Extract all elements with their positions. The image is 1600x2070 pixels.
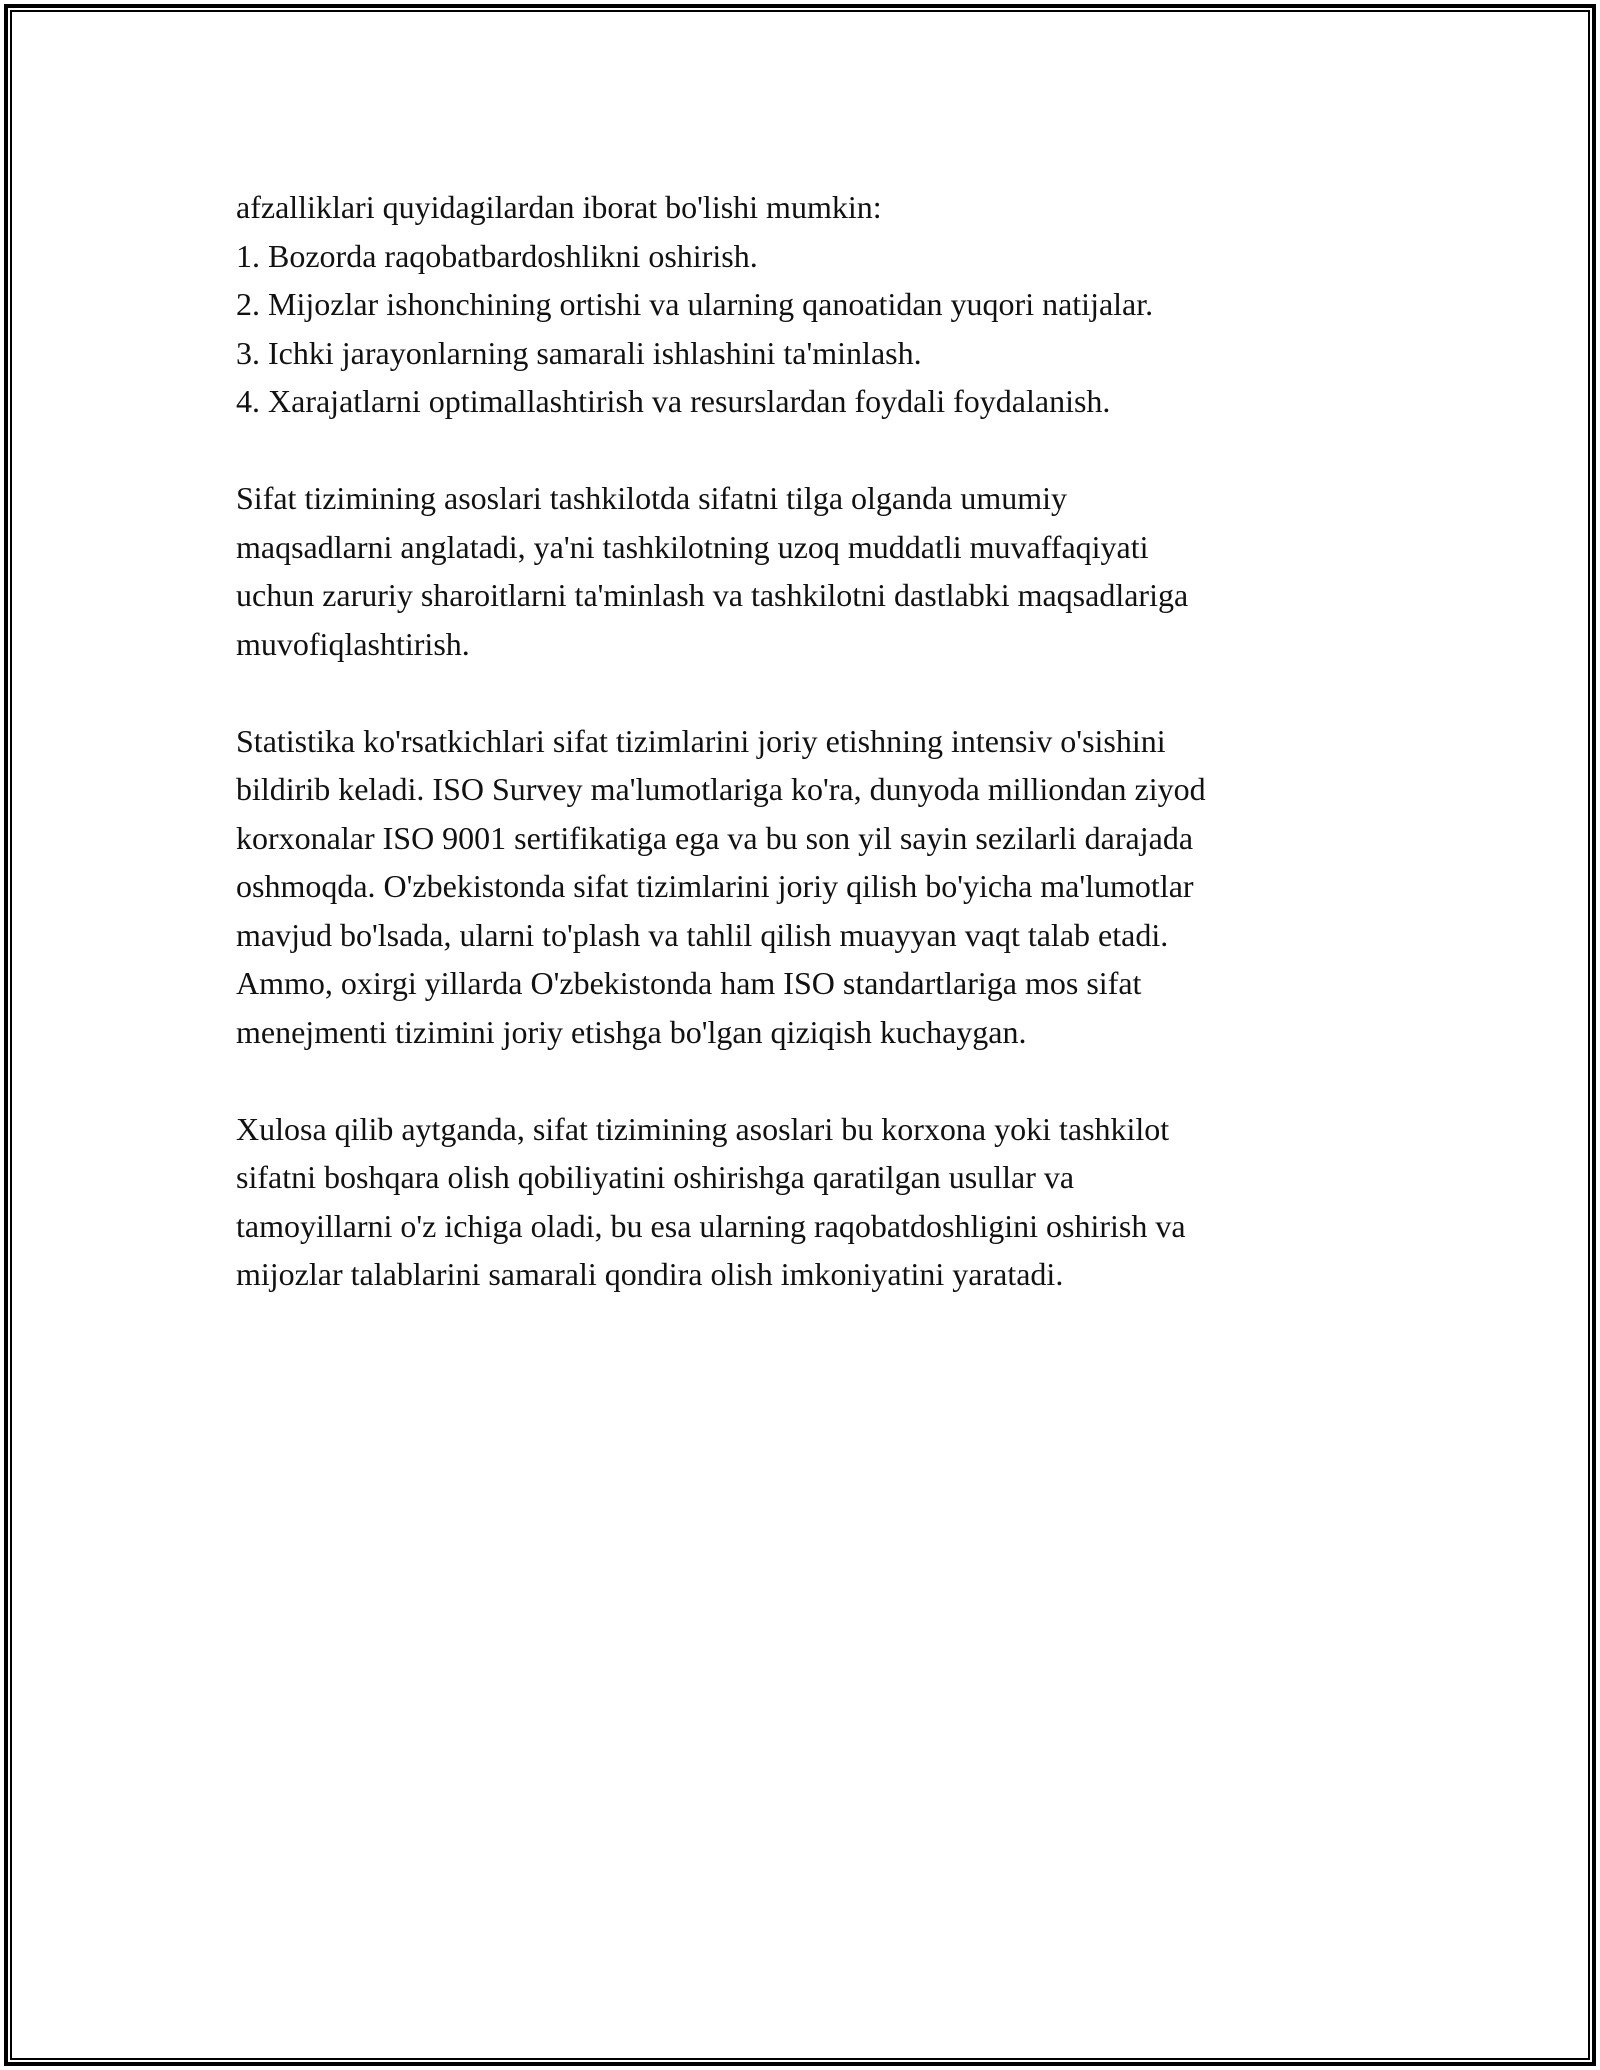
list-item: 2. Mijozlar ishonchining ortishi va ularning qanoatidan yuqori natijalar. xyxy=(236,286,1154,322)
paragraph-line: Ammo, oxirgi yillarda O'zbekistonda ham ISO standartlariga mos sifat xyxy=(236,965,1142,1001)
paragraph-line: Statistika ko'rsatkichlari sifat tizimlarini joriy etishning intensiv o'sishini xyxy=(236,722,1166,759)
paragraph-line: sifatni boshqara olish qobiliyatini oshirishga qaratilgan usullar va xyxy=(236,1159,1075,1195)
paragraph-line: mijozlar talablarini samarali qondira olish imkoniyatini yaratadi. xyxy=(236,1256,1064,1292)
paragraph-line: korxonalar ISO 9001 sertifikatiga ega va bu son yil sayin sezilarli darajada xyxy=(236,819,1194,856)
paragraph-line: mavjud bo'lsada, ularni to'plash va tahlil qilish muayyan vaqt talab etadi. xyxy=(236,916,1169,953)
document-body xyxy=(236,183,1376,1299)
paragraph-quality-basics xyxy=(236,474,1376,668)
paragraph-spacer xyxy=(236,426,1376,475)
paragraph-spacer xyxy=(236,1056,1376,1105)
paragraph-line: bildirib keladi. ISO Survey ma'lumotlariga ko'ra, dunyoda milliondan ziyod xyxy=(236,771,1206,807)
intro-line: afzalliklari quyidagilardan iborat bo'lishi mumkin: xyxy=(236,189,882,225)
paragraph-line: tamoyillarni o'z ichiga oladi, bu esa ularning raqobatdoshligini oshirish va xyxy=(236,1207,1186,1244)
list-item: 3. Ichki jarayonlarning samarali ishlashini ta'minlash. xyxy=(236,334,922,371)
paragraph-line: oshmoqda. O'zbekistonda sifat tizimlarini joriy qilish bo'yicha ma'lumotlar xyxy=(236,868,1194,904)
list-item: 4. Xarajatlarni optimallashtirish va resurslardan foydali foydalanish. xyxy=(236,383,1111,419)
paragraph-spacer xyxy=(236,668,1376,717)
paragraph-line: Sifat tizimining asoslari tashkilotda sifatni tilga olganda umumiy xyxy=(236,480,1067,516)
paragraph-line: uchun zaruriy sharoitlarni ta'minlash va tashkilotni dastlabki maqsadlariga xyxy=(236,577,1189,613)
paragraph-line: muvofiqlashtirish. xyxy=(236,625,470,662)
list-item: 1. Bozorda raqobatbardoshlikni oshirish. xyxy=(236,237,758,274)
paragraph-conclusion xyxy=(236,1105,1376,1299)
paragraph-line: menejmenti tizimini joriy etishga bo'lgan qiziqish kuchaygan. xyxy=(236,1013,1027,1050)
paragraph-statistics xyxy=(236,717,1376,1057)
paragraph-line: maqsadlarni anglatadi, ya'ni tashkilotning uzoq muddatli muvaffaqiyati xyxy=(236,528,1149,565)
paragraph-line: Xulosa qilib aytganda, sifat tizimining asoslari bu korxona yoki tashkilot xyxy=(236,1110,1170,1147)
benefits-list xyxy=(236,232,1376,426)
